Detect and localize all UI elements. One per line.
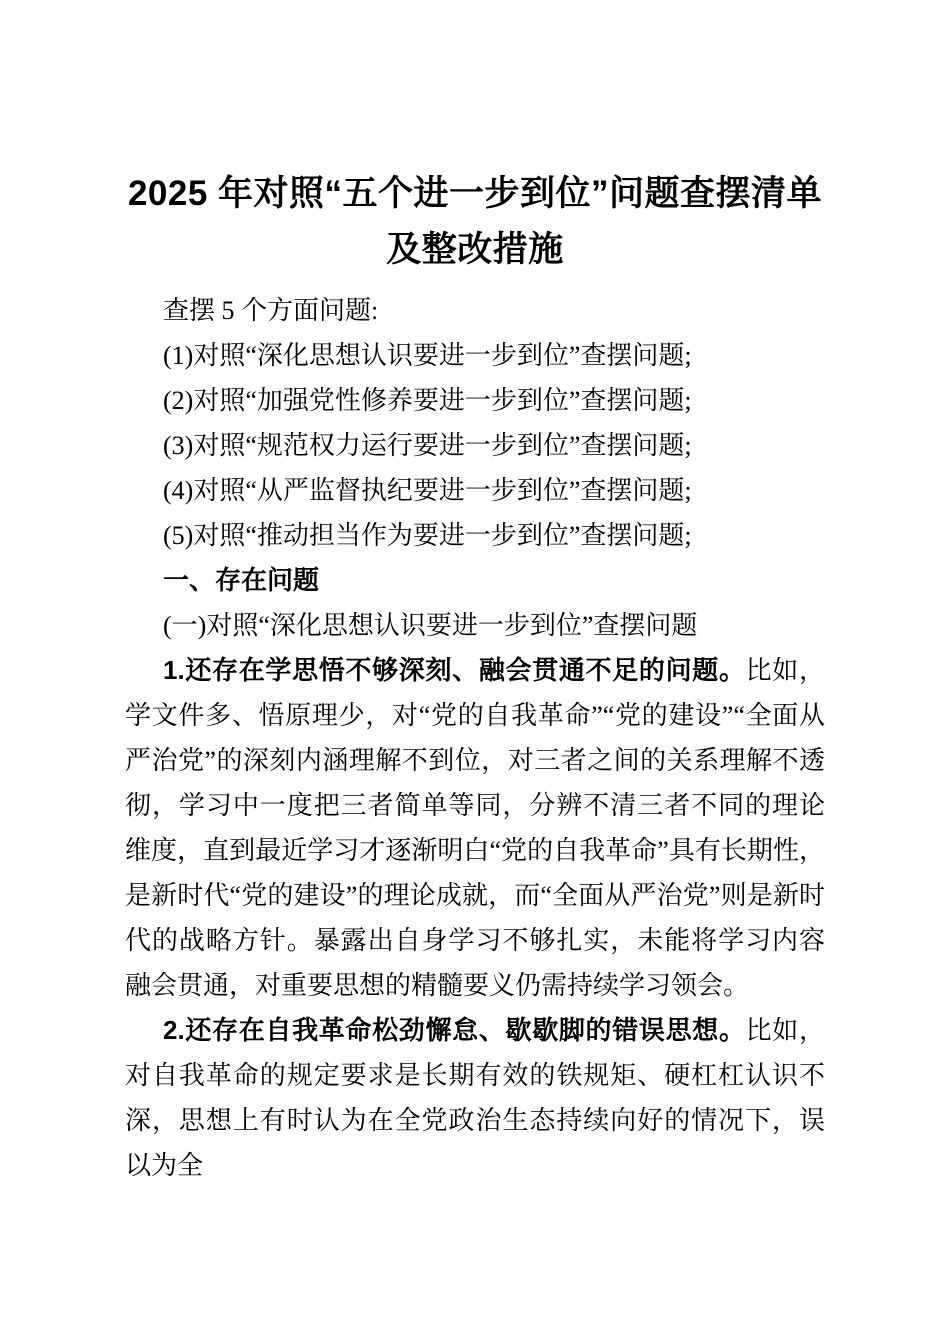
aspect-list-item-1: (1)对照“深化思想认识要进一步到位”查摆问题; [163,341,692,370]
paragraph-2-text: 比如，对自我革命的规定要求是长期有效的铁规矩、硬杠杠认识不深，思想上有时认为在全党政治生态持续向好的情况下，误以为全 [125,1016,825,1180]
aspect-list-item-3: (3)对照“规范权力运行要进一步到位”查摆问题; [163,431,692,460]
intro-line: 查摆 5 个方面问题: [163,296,379,325]
aspect-list-item-2: (2)对照“加强党性修养要进一步到位”查摆问题; [163,386,692,415]
document-title: 2025 年对照“五个进一步到位”问题查摆清单及整改措施 [127,174,823,269]
paragraph-1-text: 比如，学文件多、悟原理少，对“党的自我革命”“党的建设”“全面从严治党”的深刻内涵理解不到位，对三者之间的关系理解不透彻，学习中一度把三者简单等同，分辨不清三者不同的理论维度，直到最近学习才逐渐明白“党的自我革命”具有长期性，是新时代“党的建设”的理论成就，而“全面从严治党”则是新时代的战略方针。暴露出自身学习不够扎实，未能将学习内容融会贯通，对重要思想的精髓要义仍需持续学习领会。 [125,656,825,1000]
paragraph-1 [125,648,825,1008]
aspect-list-item-5: (5)对照“推动担当作为要进一步到位”查摆问题; [163,521,692,550]
paragraph-2-lead: 2.还存在自我革命松劲懈怠、歇歇脚的错误思想。 [163,1015,746,1045]
paragraph-1-lead: 1.还存在学思悟不够深刻、融会贯通不足的问题。 [163,655,746,685]
paragraph-2 [125,1008,825,1188]
section-heading: 一、存在问题 [163,565,320,595]
subsection-heading: (一)对照“深化思想认识要进一步到位”查摆问题 [163,611,698,640]
document-body [125,288,825,1188]
aspect-list-item-4: (4)对照“从严监督执纪要进一步到位”查摆问题; [163,476,692,505]
